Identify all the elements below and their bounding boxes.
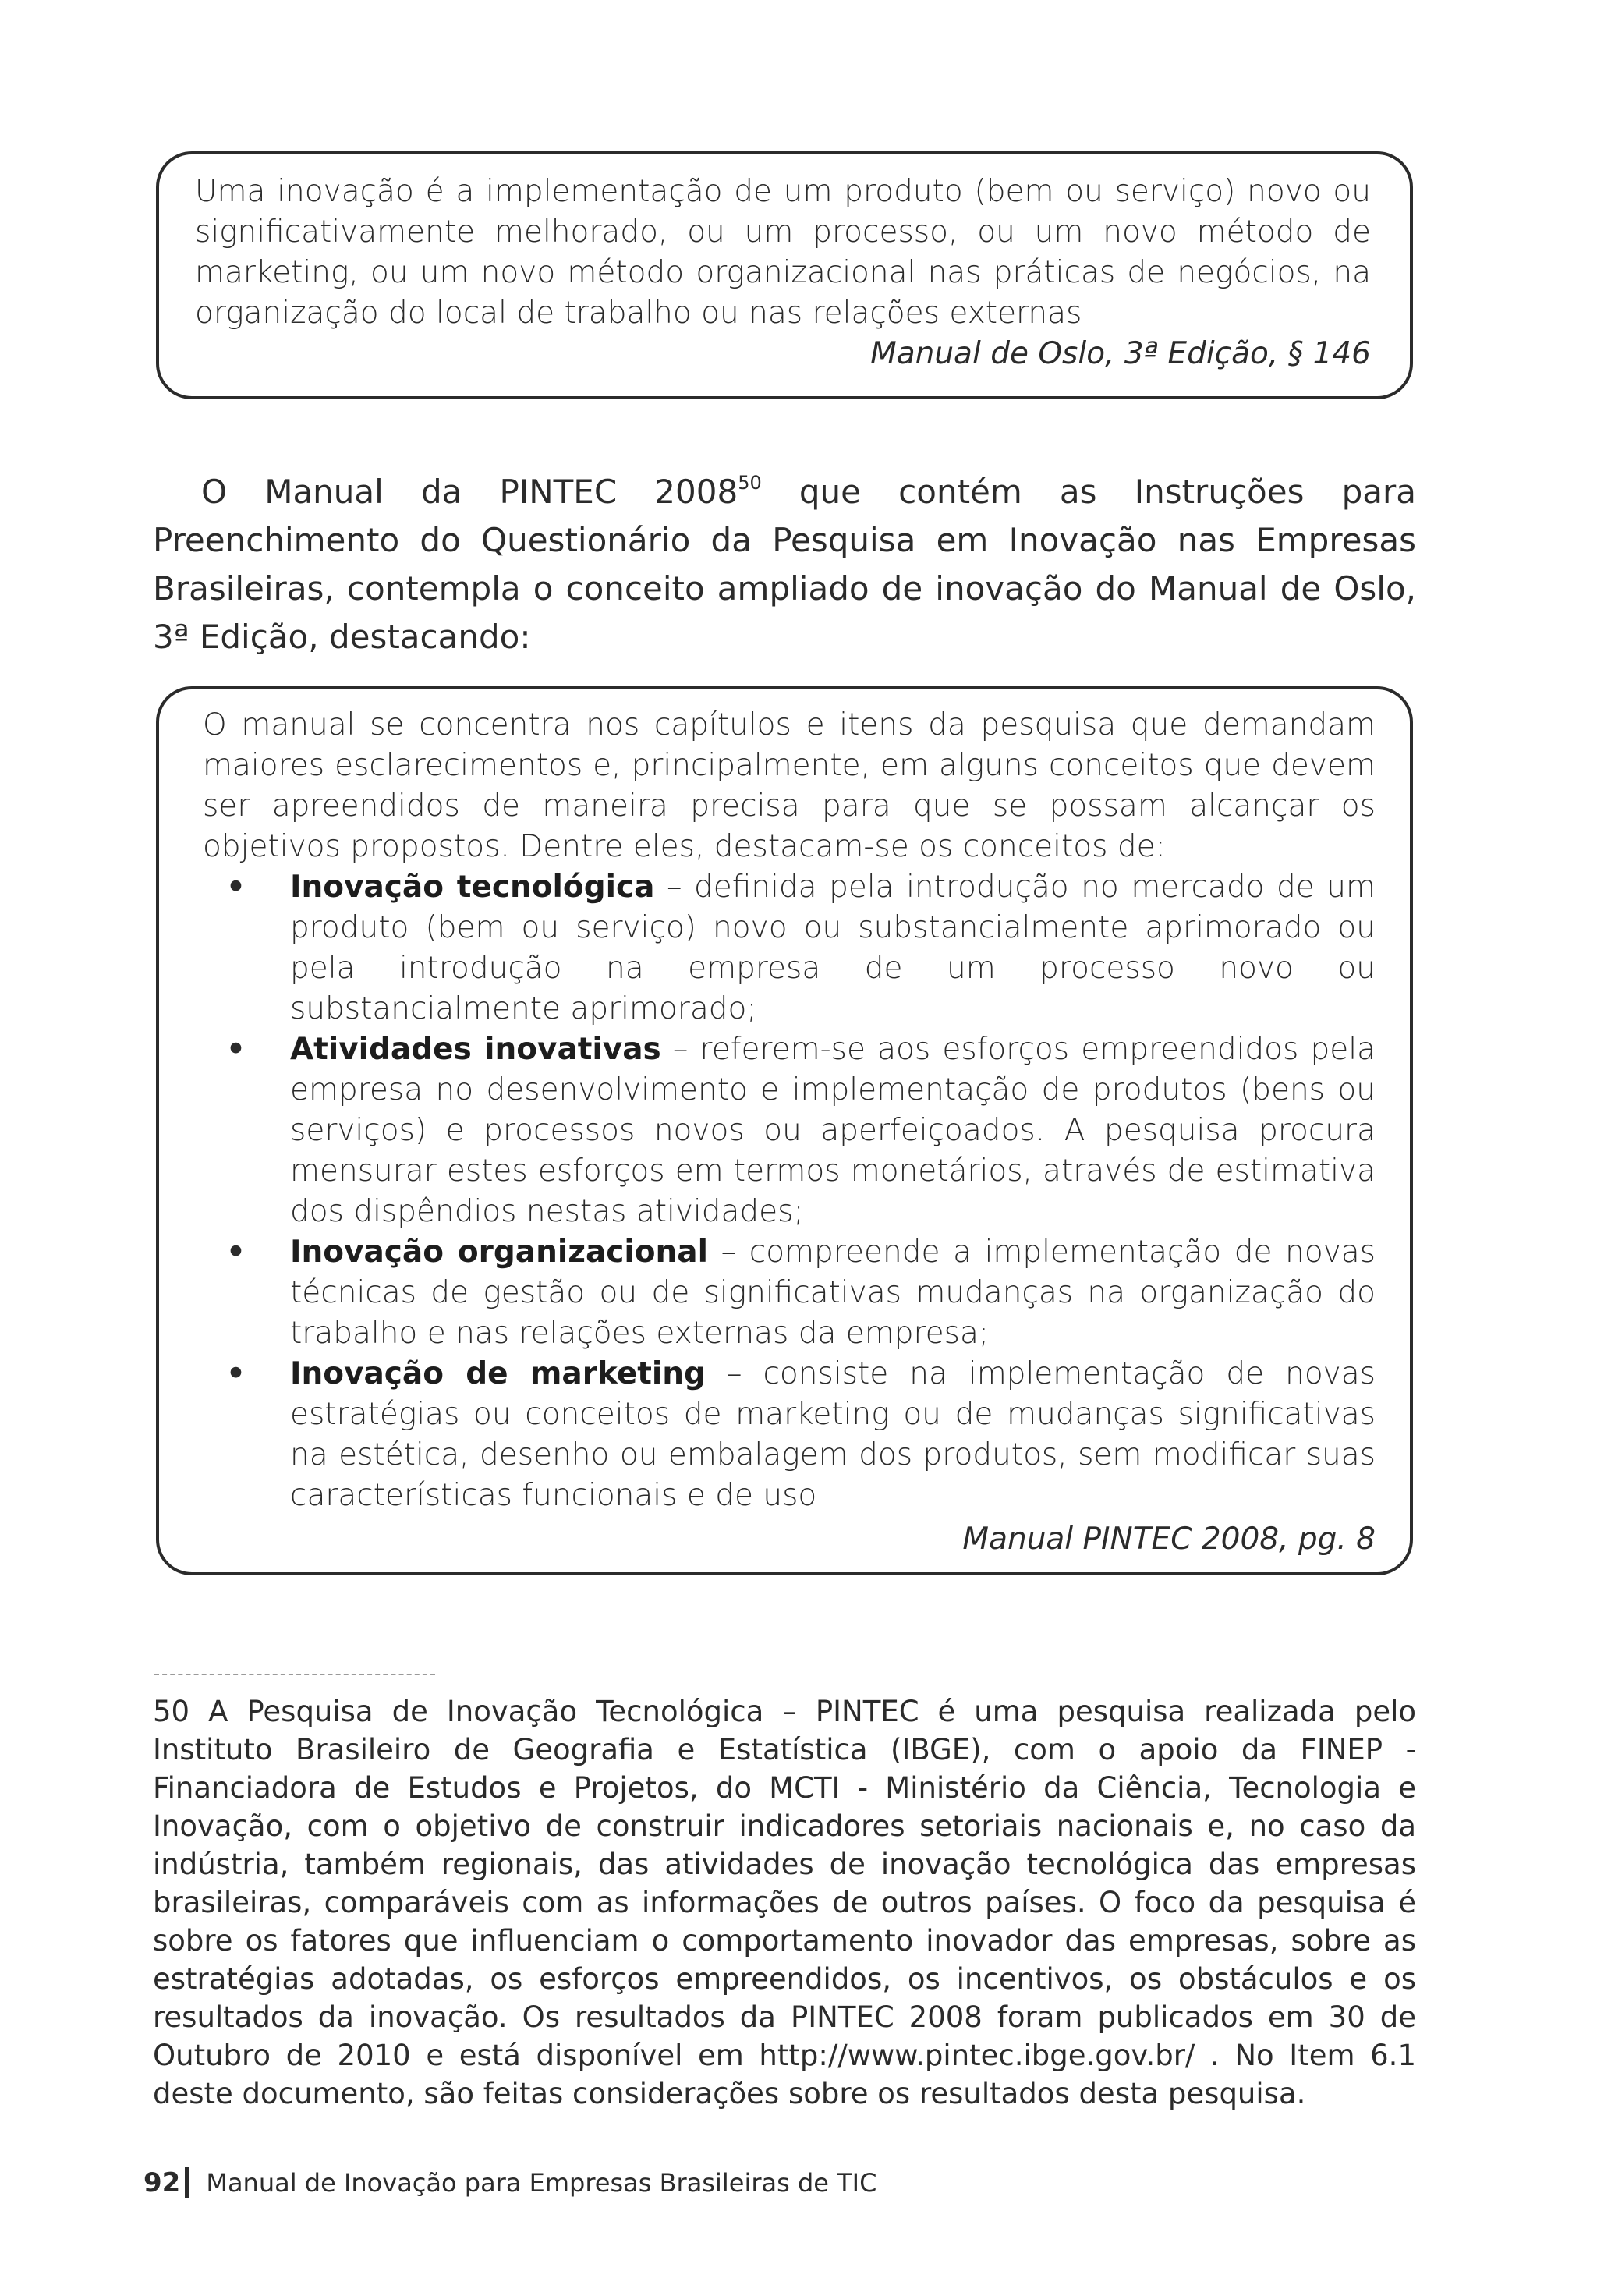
quote-text: Uma inovação é a implementação de um produto (bem ou serviço) novo ou significativamente melhorado, ou um processo, ou um novo método de marketing, ou um novo método organizacional nas práticas de negócios, na organização do local de trabalho ou nas relações externas bbox=[195, 174, 1371, 331]
page-number: 92 bbox=[143, 2167, 181, 2199]
list-item bbox=[203, 1354, 1376, 1516]
bullet-icon: • bbox=[226, 1032, 246, 1067]
concept-term: Inovação de marketing bbox=[290, 1356, 706, 1391]
concept-description: – referem-se aos esforços empreendidos pela empresa no desenvolvimento e implementação de produtos (bens ou serviços) e processos novos ou aperfeiçoados. A pesquisa procura mensurar estes esforços em termos monetários, através de estimativa dos dispêndios nestas atividades; bbox=[290, 1032, 1376, 1229]
footnote-reference: 50 bbox=[738, 472, 762, 494]
list-item bbox=[203, 867, 1376, 1029]
bullet-icon: • bbox=[226, 1235, 246, 1270]
concept-description: – compreende a implementação de novas técnicas de gestão ou de significativas mudanças na organização do trabalho e nas relações externas da empresa; bbox=[290, 1235, 1376, 1351]
concept-term: Inovação tecnológica bbox=[290, 870, 655, 905]
intro-text-end: que contém as Instruções para Preenchimento do Questionário da Pesquisa em Inovação nas Empresas Brasileiras, contempla o conceito ampliado de inovação do Manual de Oslo, 3ª Edição, destacando: bbox=[153, 473, 1416, 656]
quote-source: Manual PINTEC 2008, pg. 8 bbox=[962, 1522, 1376, 1557]
bullet-icon: • bbox=[226, 870, 246, 905]
quote-box-pintec-manual bbox=[156, 686, 1413, 1575]
list-item bbox=[203, 1232, 1376, 1354]
concept-term: Atividades inovativas bbox=[290, 1032, 661, 1067]
footnote-divider bbox=[154, 1674, 435, 1675]
bullet-icon: • bbox=[226, 1356, 246, 1391]
concept-list bbox=[203, 867, 1376, 1516]
book-title: Manual de Inovação para Empresas Brasileiras de TIC bbox=[206, 2168, 877, 2198]
concept-description: – definida pela introdução no mercado de um produto (bem ou serviço) novo ou substancialmente aprimorado ou pela introdução na empresa de um processo novo ou substancialmente aprimorado; bbox=[290, 870, 1376, 1026]
intro-paragraph bbox=[153, 468, 1416, 661]
quote-text: O manual se concentra nos capítulos e itens da pesquisa que demandam maiores esclarecimentos e, principalmente, em alguns conceitos que devem ser apreendidos de maneira precisa para que se possam alcançar os objetivos propostos. Dentre eles, destacam-se os conceitos de: bbox=[203, 707, 1376, 864]
footnote-50: 50 A Pesquisa de Inovação Tecnológica – PINTEC é uma pesquisa realizada pelo Instituto Brasileiro de Geografia e Estatística (IBGE), com o apoio da FINEP - Financiadora de Estudos e Projetos, do MCTI - Ministério da Ciência, Tecnologia e Inovação, com o objetivo de construir indicadores setoriais nacionais e, no caso da indústria, também regionais, das atividades de inovação tecnológica das empresas brasileiras, comparáveis com as informações de outros países. O foco da pesquisa é sobre os fatores que influenciam o comportamento inovador das empresas, sobre as estratégias adotadas, os esforços empreendidos, os incentivos, os obstáculos e os resultados da inovação. Os resultados da PINTEC 2008 foram publicados em 30 de Outubro de 2010 e está disponível em http://www.pintec.ibge.gov.br/ . No Item 6.1 deste documento, são feitas considerações sobre os resultados desta pesquisa. bbox=[153, 1695, 1416, 2110]
page-footer bbox=[143, 2167, 876, 2199]
concept-term: Inovação organizacional bbox=[290, 1235, 708, 1270]
concept-description: – consiste na implementação de novas estratégias ou conceitos de marketing ou de mudanças significativas na estética, desenho ou embalagem dos produtos, sem modificar suas características funcionais e de uso bbox=[290, 1356, 1376, 1513]
list-item bbox=[203, 1029, 1376, 1232]
intro-text-start: O Manual da PINTEC 2008 bbox=[201, 473, 738, 511]
quote-box-innovation-definition bbox=[156, 151, 1413, 399]
footer-separator bbox=[185, 2167, 189, 2198]
quote-source: Manual de Oslo, 3ª Edição, § 146 bbox=[870, 336, 1371, 371]
